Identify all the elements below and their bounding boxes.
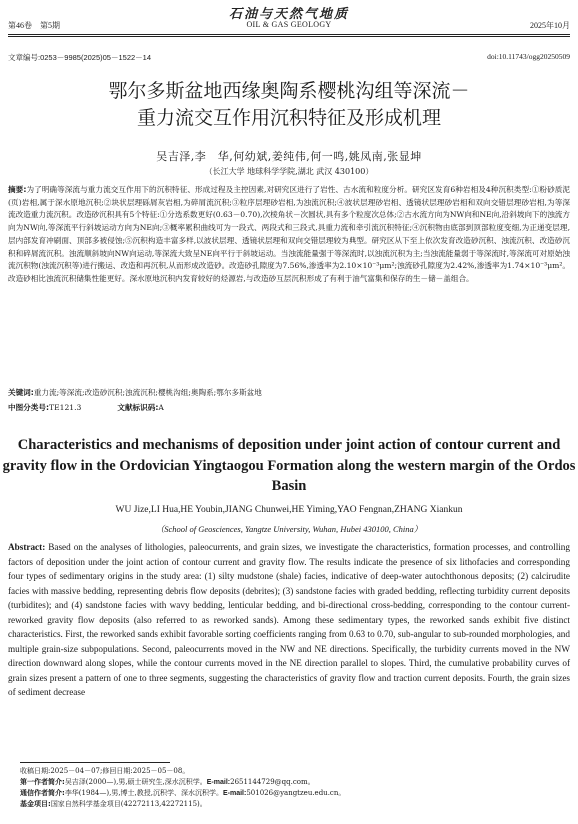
first-author-text: 吴吉泽(2000—),男,硕士研究生,深水沉积学。	[64, 778, 207, 786]
doi-link[interactable]: doi:10.11743/ogg20250509	[487, 52, 570, 61]
en-title: Characteristics and mechanisms of deposition under joint action of contour current and gravity flow in the Ordovician Yingtaogou Formation along the western margin of the Ordos Basin	[2, 437, 576, 494]
corr-author-label: 通信作者简介:	[20, 789, 65, 797]
issue-date: 2025年10月	[530, 21, 570, 30]
running-header	[8, 20, 570, 32]
class-label: 中图分类号:	[8, 403, 50, 412]
class-value: TE121.3	[49, 403, 82, 412]
cn-keywords	[8, 387, 570, 400]
doc-code-label: 文献标识码:	[117, 403, 159, 412]
corresponding-author-note	[20, 788, 560, 799]
received-date: 收稿日期:2025－04－07;修回日期:2025－05－08。	[20, 767, 190, 775]
cn-title-line-2: 重力流交互作用沉积特征及形成机理	[136, 107, 441, 129]
en-abstract	[8, 540, 570, 700]
cn-title	[0, 78, 578, 132]
en-authors: WU Jize,LI Hua,HE Youbin,JIANG Chunwei,HE Yiming,YAO Fengnan,ZHANG Xiankun	[115, 505, 463, 515]
fund-text: 国家自然科学基金项目(42272113,42272115)。	[50, 800, 207, 808]
doc-code-value: A	[158, 403, 164, 412]
cn-affiliation: （长江大学 地球科学学院,湖北 武汉 430100）	[204, 167, 374, 176]
corr-author-email[interactable]: 501026@yangtzeu.edu.cn。	[246, 789, 346, 797]
cn-authors: 吴吉泽,李 华,何幼斌,姜纯伟,何一鸣,姚凤南,张显坤	[156, 150, 422, 163]
cn-abstract-text: 为了明确等深流与重力流交互作用下的沉积特征、形成过程及主控因素,对研究区进行了岩性、古水流和粒度分析。研究区发育6种岩相及4种沉积类型:①粉砂质泥(页)岩相,属于深水原地沉积;②块状层理砾屑灰岩相,为碎屑流沉积;③粒序层理砂岩相,为浊流沉积;④波状层理砂岩相、透镜状层理砂岩相和双向交错层理砂岩相,为等深流改造重力流沉积。改造砂沉积具有5个特征:①分选系数更好(0.63－0.70),次棱角状－次圆状,具有多个粒度次总体;②古水流方向为NW向和NE向,沿斜坡向下的浊流方向为NW向,等深流平行斜坡运动方向为NE向;③概率累积曲线可为一段式、两段式和三段式,具重力流和牵引流沉积特征;④沉积物由底部到顶部粒度变细,为正递变层理,层内部发育冲刷面、顶部多被侵蚀;⑤沉积构造丰富多样,以波状层理、透镜状层理和双向交错层理较为典型。研究区从下至上依次发育改造砂沉积、浊流沉积、改造砂沉积和碎屑流沉积。浊流顺斜坡向NW向运动,等深流大致呈NE向平行于斜坡运动。当浊流能量强于等深流时,以浊流沉积为主;当浊流能量弱于等深流时,等深流可对原始浊流沉积物(浊流沉积等)进行搬运、改造和再沉积,从而形成改造砂。改造砂孔隙度为7.56%,渗透率为2.10×10⁻³μm²;浊流砂孔隙度为2.42%,渗透率为1.74×10⁻³μm²。改造砂相比浊流沉积储集性能更好。深水原地沉积内发育较好的烃源岩,与改造砂互层沉积形成了有利于油气富集和保存的生－储－盖组合。	[8, 185, 570, 283]
first-author-note	[20, 777, 560, 788]
en-affiliation: （School of Geosciences, Yangtze University, Wuhan, Hubei 430100, China）	[155, 524, 423, 534]
cn-abstract-label: 摘要:	[8, 185, 27, 194]
cn-abstract	[8, 184, 570, 286]
article-number: 文章编号:0253－9985(2025)05－1522－14	[8, 53, 152, 62]
cn-keywords-text: 重力流;等深流;改造砂沉积;浊流沉积;樱桃沟组;奥陶系;鄂尔多斯盆地	[33, 388, 262, 397]
corr-author-text: 李华(1984—),男,博士,教授,沉积学、深水沉积学。	[64, 789, 223, 797]
cn-keywords-label: 关键词:	[8, 388, 34, 397]
fund-note	[20, 799, 560, 810]
classification	[8, 402, 164, 413]
footnotes	[20, 766, 560, 810]
volume-issue: 第46卷 第5期	[8, 21, 60, 30]
journal-name-en: OIL & GAS GEOLOGY	[246, 20, 332, 29]
header-rule-thin	[8, 36, 570, 37]
footnote-rule	[20, 762, 170, 763]
en-abstract-text: Based on the analyses of lithologies, paleocurrents, and grain sizes, we investigate the characteristics, formation processes, and controlling factors of deposition under the joint action of contour current and gravity flow. The results indicate the presence of six lithofacies and corresponding four types of sedimentary origins in the study area: (1) silty mudstone (shale) facies, indicative of deep-water autochthonous deposits; (2) calcirudite facies with massive bedding, representing debris flow deposits (debrites); (3) sandstone facies with graded bedding, reflecting turbidity current deposits (turbidites); and (4) sandstone facies with wavy bedding, lenticular bedding, and bi-directional cross-bedding, corresponding to the contour current-reworked gravity flow deposits (also referred to as reworked sands). Among these sedimentary types, the reworked sands exhibit five distinct characteristics. First, the reworked sands exhibit favorable sorting coefficients ranging from 0.63 to 0.70, sub-angular to sub-rounded morphologies, and multiple grain-size subpopulations. Second, paleocurrents moved in the NW and NE directions. Specifically, the turbidity currents moved in the NW direction downward along slopes, while the contour currents moved in the NE direction parallel to slopes. Third, the cumulative probability curves of grain sizes present a pattern of one to three segments, suggesting the characteristics of gravity flow and traction current deposits. Fourth, the grain sizes of sediment decrease	[8, 542, 570, 697]
cn-title-line-1: 鄂尔多斯盆地西缘奥陶系樱桃沟组等深流－	[108, 80, 470, 102]
journal-logo: 石油与天然气地质	[228, 7, 349, 22]
first-author-email-label: E-mail:	[206, 779, 231, 786]
first-author-email[interactable]: 2651144729@qq.com。	[230, 778, 315, 786]
en-abstract-label: Abstract:	[8, 542, 46, 552]
header-rule	[8, 34, 570, 35]
fund-label: 基金项目:	[20, 800, 51, 808]
first-author-label: 第一作者简介:	[20, 778, 65, 786]
corr-author-email-label: E-mail:	[223, 790, 247, 797]
